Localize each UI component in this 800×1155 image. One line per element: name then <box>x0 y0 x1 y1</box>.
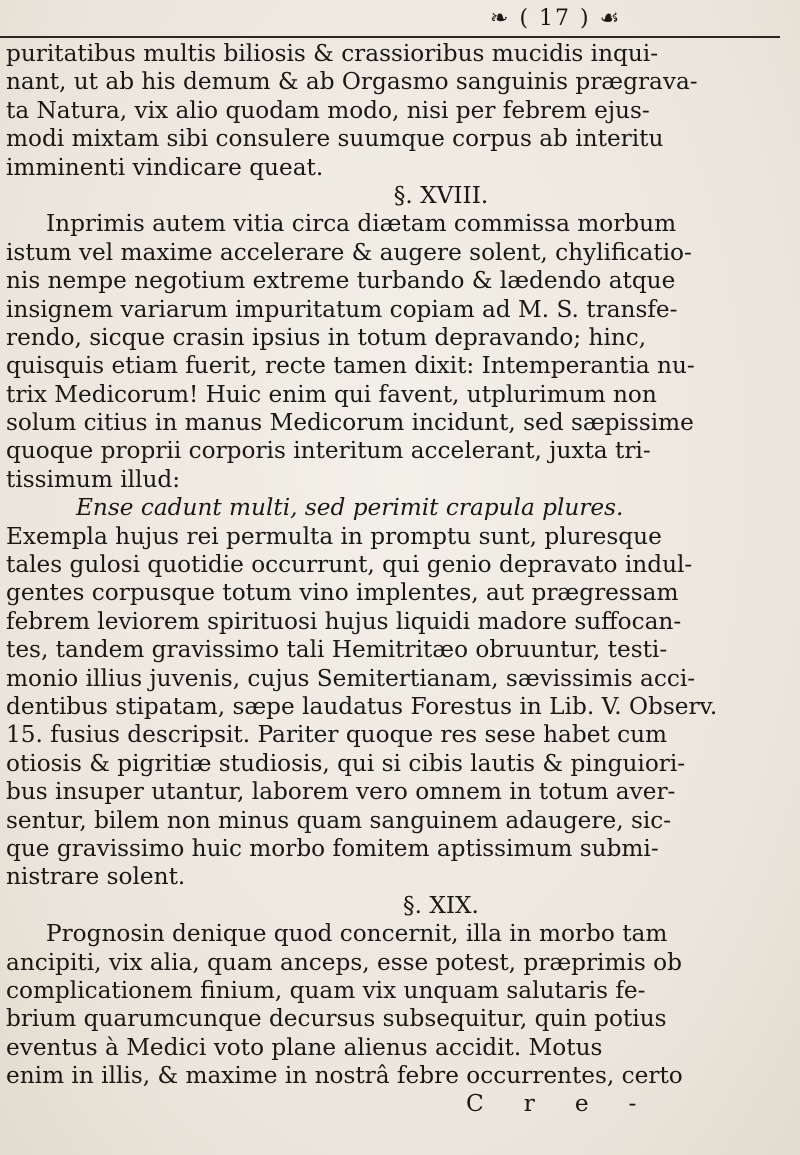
text-line: complicationem finium, quam vix unquam salutaris fe- <box>6 976 646 1004</box>
text-line: ancipiti, vix alia, quam anceps, esse potest, præprimis ob <box>6 948 682 976</box>
text-line: tissimum illud: <box>6 465 181 493</box>
fleuron-right-icon: ☙ <box>599 6 622 31</box>
text-line: tales gulosi quotidie occurrunt, qui genio depravato indul- <box>6 551 693 579</box>
verse-quote: Ense cadunt multi, sed perimit crapula plures. <box>76 494 624 522</box>
text-line: tes, tandem gravissimo tali Hemitritæo obruuntur, testi- <box>6 636 668 664</box>
section-heading-19: §. XIX. <box>403 891 479 919</box>
text-line: 15. fusius descripsit. Pariter quoque res sese habet cum <box>6 721 668 749</box>
text-line: quoque proprii corporis interitum accelerant, juxta tri- <box>6 437 651 465</box>
text-line: bus insuper utantur, laborem vero omnem in totum aver- <box>6 778 676 806</box>
text-line: Prognosin denique quod concernit, illa in morbo tam <box>46 920 668 948</box>
text-line: gentes corpusque totum vino implentes, aut prægressam <box>6 579 679 607</box>
running-head <box>0 4 800 38</box>
text-line: nant, ut ab his demum & ab Orgasmo sanguinis prægrava- <box>6 68 698 96</box>
text-line: Exempla hujus rei permulta in promptu sunt, pluresque <box>6 522 662 550</box>
text-line: eventus à Medici voto plane alienus accidit. Motus <box>6 1033 603 1061</box>
text-line: dentibus stipatam, sæpe laudatus Forestus in Lib. V. Observ. <box>6 692 718 720</box>
text-line: sentur, bilem non minus quam sanguinem adaugere, sic- <box>6 806 672 834</box>
text-line: nistrare solent. <box>6 863 186 891</box>
text-line: rendo, sicque crasin ipsius in totum depravando; hinc, <box>6 323 647 351</box>
text-line: modi mixtam sibi consulere suumque corpus ab interitu <box>6 125 664 153</box>
text-line: insignem variarum impuritatum copiam ad M. S. transfe- <box>6 295 678 323</box>
signature-mark: C <box>466 1090 524 1118</box>
text-line: trix Medicorum! Huic enim qui favent, utplurimum non <box>6 380 657 408</box>
page-number: ( 17 ) <box>519 6 591 31</box>
text-line: puritatibus multis biliosis & crassioribus mucidis inqui- <box>6 40 659 67</box>
text-line: enim in illis, & maxime in nostrâ febre occurrentes, certo <box>6 1062 683 1090</box>
body-text <box>6 40 776 1119</box>
text-line: istum vel maxime accelerare & augere solent, chylificatio- <box>6 238 692 266</box>
text-line: Inprimis autem vitia circa diætam commissa morbum <box>46 210 677 238</box>
text-line: nis nempe negotium extreme turbando & lædendo atque <box>6 267 676 295</box>
text-line: imminenti vindicare queat. <box>6 153 324 181</box>
catchword: re- <box>523 1090 677 1118</box>
text-line: solum citius in manus Medicorum incidunt, sed sæpissime <box>6 409 694 437</box>
text-line: quisquis etiam fuerit, recte tamen dixit: Intemperantia nu- <box>6 352 695 380</box>
text-line: monio illius juvenis, cujus Semitertianam, sævissimis acci- <box>6 664 696 692</box>
head-rule <box>0 36 780 38</box>
text-line: ta Natura, vix alio quodam modo, nisi per febrem ejus- <box>6 96 650 124</box>
text-line: brium quarumcunque decursus subsequitur, quin potius <box>6 1005 667 1033</box>
text-line: otiosis & pigritiæ studiosis, qui si cibis lautis & pinguiori- <box>6 749 686 777</box>
section-heading-18: §. XVIII. <box>393 181 489 209</box>
text-line: febrem leviorem spirituosi hujus liquidi madore suffocan- <box>6 607 682 635</box>
fleuron-left-icon: ❧ <box>490 6 511 31</box>
signature-catchword-line <box>6 1090 776 1118</box>
text-line: que gravissimo huic morbo fomitem aptissimum submi- <box>6 834 659 862</box>
